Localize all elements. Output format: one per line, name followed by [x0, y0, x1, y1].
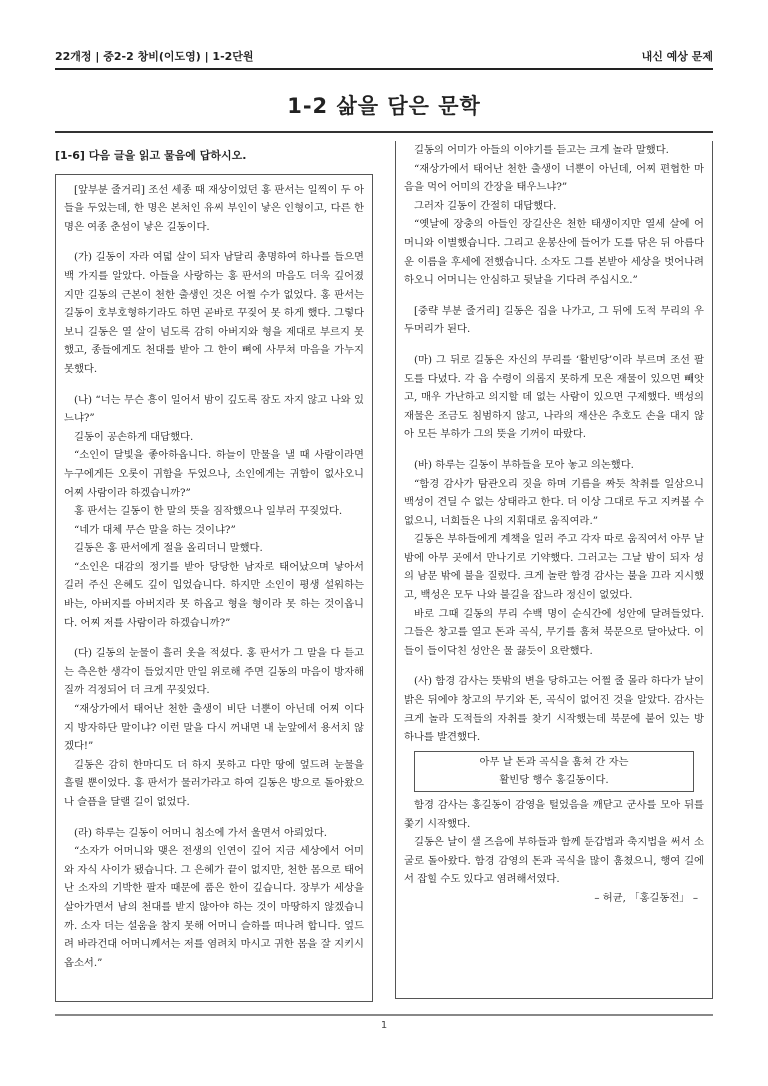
title-rule: [55, 131, 713, 133]
passage-paragraph: [앞부분 줄거리] 조선 세종 때 재상이었던 홍 판서는 일찍이 두 아들을 두었는데, 한 명은 본처인 유씨 부인이 낳은 인형이고, 다른 한 명은 여종 춘섬이 낳은 길동이다.: [64, 183, 364, 233]
notice-line: 활빈당 행수 홍길동이다.: [499, 774, 609, 787]
passage-paragraph: (가) 길동이 자라 여덟 살이 되자 남달리 총명하여 하나를 들으면 백 가지를 알았다. 아들을 사랑하는 홍 판서의 마음도 더욱 깊어졌지만 길동의 근본이 천한 출생인 것은 어쩔 수가 없었다. 홍 판서는 길동이 호부호형하기라도 하면 곧바로 꾸짖어 못 하게 했다. 그렇다 보니 길동은 열 살이 넘도록 감히 아버지와 형을 제대로 부르지 못했고, 종들에게도 천대를 받아 그 한이 뼈에 사무쳐 마음을 가누지 못했다.: [64, 251, 364, 375]
header-right: 내신 예상 문제: [641, 50, 713, 63]
passage-paragraph: “소인이 달빛을 좋아하옵니다. 하늘이 만물을 낼 때 사람이라면 누구에게든 오롯이 귀함을 두었으나, 소인에게는 귀함이 없사오니 어찌 사람이라 하겠습니까?”: [64, 449, 364, 499]
paragraph-gap: [64, 379, 364, 391]
paragraph-gap: [404, 290, 704, 302]
left-column: [55, 141, 373, 1011]
passage-paragraph: “재상가에서 태어난 천한 출생이 너뿐이 아닌데, 어찌 편협한 마음을 먹어 어미의 간장을 태우느냐?”: [404, 162, 704, 194]
passage-paragraph: 함경 감사는 홍길동이 감영을 털었음을 깨닫고 군사를 모아 뒤를 쫓기 시작했다.: [404, 799, 704, 830]
passage-paragraph: “옛날에 장충의 아들인 장길산은 천한 태생이지만 열세 살에 어머니와 이별했습니다. 그리고 운봉산에 들어가 도를 닦은 뒤 아름다운 이름을 후세에 전했습니다. 소자도 그를 본받아 세상을 벗어나려 하오니 어머니는 안심하고 뒷날을 기다려 주십시오.”: [404, 218, 704, 287]
passage-box-left: [55, 174, 373, 1002]
passage-paragraph: 길동은 부하들에게 계책을 일러 주고 각자 따로 움직여서 아무 날 밤에 아무 곳에서 만나기로 기약했다. 그러고는 그날 밤이 되자 성의 남문 밖에 불을 질렀다. 크게 놀란 함경 감사는 불을 끄라 지시했고, 백성은 모두 나와 불길을 잡느라 정신이 없었다.: [404, 533, 704, 602]
paragraph-gap: [404, 660, 704, 672]
passage-paragraph: (다) 길동의 눈물이 흘러 옷을 적셨다. 홍 판서가 그 말을 다 듣고는 측은한 생각이 들었지만 만일 위로해 주면 길동의 마음이 방자해질까 걱정되어 더 크게 꾸짖었다.: [64, 647, 364, 697]
passage-paragraph: [중략 부분 줄거리] 길동은 집을 나가고, 그 뒤에 도적 무리의 우두머리가 된다.: [404, 304, 704, 336]
header-rule: [55, 68, 713, 70]
passage-paragraph: “소인은 대감의 정기를 받아 당당한 남자로 태어났으며 낳아서 길러 주신 은혜도 깊이 입었습니다. 하지만 소인이 평생 설워하는 바는, 아버지를 아버지라 못 하옵고 형을 형이라 못 하는 것이옵니다. 어찌 저를 사람이라 하겠습니까?”: [64, 560, 364, 629]
passage-paragraph: 홍 판서는 길동이 한 말의 뜻을 짐작했으나 일부러 꾸짖었다.: [74, 505, 343, 518]
passage-paragraph: (나) “너는 무슨 흥이 일어서 밤이 깊도록 잠도 자지 않고 나와 있느냐?”: [64, 393, 364, 425]
passage-paragraph: “소자가 어머니와 맺은 전생의 인연이 깊어 지금 세상에서 어미와 자식 사이가 됐습니다. 그 은혜가 끝이 없지만, 천한 몸으로 태어난 소자의 기박한 팔자 때문에 품은 한이 깊습니다. 장부가 세상을 살아가면서 남의 천대를 받지 않아야 하는 것이 마땅하지 않겠습니까. 소자 더는 설움을 참지 못해 어머니 슬하를 떠나려 합니다. 엎드려 바라건대 어머니께서는 저를 염려치 마시고 귀한 몸을 잘 지키시옵소서.”: [64, 845, 364, 969]
right-column: [395, 141, 713, 1011]
passage-paragraph: “재상가에서 태어난 천한 출생이 비단 너뿐이 아닌데 어찌 이다지 방자하단 말이냐? 이런 말을 다시 꺼내면 내 눈앞에서 용서치 않겠다!”: [64, 703, 364, 753]
passage-paragraph: (라) 하루는 길동이 어머니 침소에 가서 울면서 아뢰었다.: [74, 826, 328, 839]
source-citation: – 허균, 「홍길동전」 –: [594, 891, 698, 904]
paragraph-gap: [64, 236, 364, 248]
passage-paragraph: 그러자 길동이 간절히 대답했다.: [414, 199, 557, 212]
passage-paragraph: “네가 대체 무슨 말을 하는 것이냐?”: [74, 523, 236, 536]
notice-line: 아무 날 돈과 곡식을 훔쳐 간 자는: [479, 755, 629, 768]
passage-paragraph: 길동의 어미가 아들의 이야기를 듣고는 크게 놀라 말했다.: [414, 144, 669, 156]
page-header: [55, 48, 713, 64]
passage-paragraph: 길동은 감히 한마디도 더 하지 못하고 다만 땅에 엎드려 눈물을 흘릴 뿐이었다. 홍 판서가 물러가라고 하여 길동은 방으로 돌아왔으나 슬픔을 달랠 길이 없었다.: [64, 758, 364, 808]
passage-paragraph: 길동은 날이 샐 즈음에 부하들과 함께 둔갑법과 축지법을 써서 소굴로 돌아왔다. 함경 감영의 돈과 곡식을 많이 훔쳤으니, 행여 길에서 잡힐 수도 있다고 염려해서였다.: [404, 836, 704, 886]
notice-box: [414, 751, 694, 792]
passage-paragraph: 길동이 공손하게 대답했다.: [74, 430, 194, 443]
passage-paragraph: (바) 하루는 길동이 부하들을 모아 놓고 의논했다.: [414, 458, 634, 471]
footer-rule: [55, 1014, 713, 1016]
paragraph-gap: [64, 812, 364, 824]
passage-paragraph: 길동은 홍 판서에게 절을 올리더니 말했다.: [74, 542, 263, 555]
header-left: 22개정 | 중2-2 창비(이도영) | 1-2단원: [55, 50, 254, 63]
paragraph-gap: [64, 632, 364, 644]
paragraph-gap: [404, 339, 704, 351]
passage-paragraph: 바로 그때 길동의 무리 수백 명이 순식간에 성안에 달려들었다. 그들은 창고를 열고 돈과 곡식, 무기를 훔쳐 북문으로 달아났다. 이들이 들이닥친 성안은 물 끓듯이 요란했다.: [404, 607, 704, 657]
passage-paragraph: (사) 함경 감사는 뜻밖의 변을 당하고는 어쩔 줄 몰라 하다가 날이 밝은 뒤에야 창고의 무기와 돈, 곡식이 없어진 것을 알았다. 감사는 크게 놀라 도적들의 자취를 찾기 시작했는데 북문에 붙어 있는 방 하나를 발견했다.: [404, 675, 704, 744]
passage-box-right: [395, 141, 713, 999]
page-number: 1: [380, 1020, 388, 1031]
passage-paragraph: “함경 감사가 탐관오리 짓을 하며 기름을 짜듯 착취를 일삼으니 백성이 견딜 수 없는 상태라고 한다. 더 이상 그대로 두고 지켜볼 수 없으니, 너희들은 나의 지휘대로 움직여라.”: [404, 477, 704, 527]
passage-paragraph: (마) 그 뒤로 길동은 자신의 무리를 ‘활빈당’이라 부르며 조선 팔도를 다녔다. 각 읍 수령이 의롭지 못하게 모은 재물이 있으면 빼앗고, 매우 가난하고 의지할 데 없는 사람이 있으면 구제했다. 백성의 재물은 조금도 침범하지 않고, 나라의 재산은 추호도 손을 대지 않아 모든 부하가 그의 뜻을 기꺼이 따랐다.: [404, 353, 704, 441]
page-title: 1-2 삶을 담은 문학: [287, 94, 481, 118]
question-instruction: [1-6] 다음 글을 읽고 물음에 답하시오.: [55, 149, 247, 162]
paragraph-gap: [404, 444, 704, 456]
